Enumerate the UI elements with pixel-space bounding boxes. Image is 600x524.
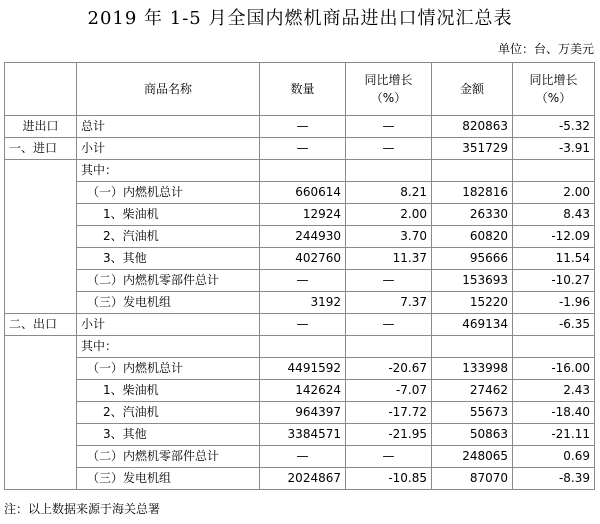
row-amt-yoy: -18.40 [513,402,595,424]
header-qty-yoy: 同比增长 （%） [346,63,432,116]
row-category-span [5,160,77,314]
row-amount: 87070 [432,468,513,490]
row-quantity: 964397 [260,402,346,424]
row-category-span [5,336,77,490]
row-category: 一、进口 [5,138,77,160]
row-name: 小计 [77,314,260,336]
row-amt-yoy: 11.54 [513,248,595,270]
row-qty-yoy: 2.00 [346,204,432,226]
row-amount: 469134 [432,314,513,336]
table-row [5,380,595,402]
row-amt-yoy: -6.35 [513,314,595,336]
header-category [5,63,77,116]
row-quantity: 2024867 [260,468,346,490]
row-name: 小计 [77,138,260,160]
row-quantity: — [260,270,346,292]
row-amt-yoy: 2.43 [513,380,595,402]
row-qty-yoy: 3.70 [346,226,432,248]
row-qty-yoy: 8.21 [346,182,432,204]
table-row [5,226,595,248]
row-amount: 55673 [432,402,513,424]
row-name: （一）内燃机总计 [77,358,260,380]
row-name: 其中： [77,336,260,358]
row-amt-yoy: -21.11 [513,424,595,446]
row-qty-yoy: — [346,446,432,468]
row-amt-yoy: -8.39 [513,468,595,490]
row-qty-yoy: — [346,314,432,336]
table-row [5,248,595,270]
row-category: 进出口 [5,116,77,138]
row-name: 2、汽油机 [77,226,260,248]
row-qty-yoy: -20.67 [346,358,432,380]
row-quantity: 3192 [260,292,346,314]
row-quantity: 142624 [260,380,346,402]
row-amount: 182816 [432,182,513,204]
row-quantity: 12924 [260,204,346,226]
row-quantity: 244930 [260,226,346,248]
row-name: （二）内燃机零部件总计 [77,446,260,468]
row-quantity: 402760 [260,248,346,270]
row-name: 2、汽油机 [77,402,260,424]
row-amt-yoy: -3.91 [513,138,595,160]
row-name: （一）内燃机总计 [77,182,260,204]
row-name: 3、其他 [77,248,260,270]
row-amount: 351729 [432,138,513,160]
table-row [5,468,595,490]
row-name: （三）发电机组 [77,468,260,490]
row-qty-yoy: -10.85 [346,468,432,490]
row-quantity: — [260,446,346,468]
trade-summary-table [4,62,595,490]
row-qty-yoy: -17.72 [346,402,432,424]
row-qty-yoy: — [346,138,432,160]
row-amount: 95666 [432,248,513,270]
row-amt-yoy: -5.32 [513,116,595,138]
row-amount: 50863 [432,424,513,446]
row-quantity: 660614 [260,182,346,204]
row-quantity: — [260,116,346,138]
table-row-total [5,116,595,138]
row-amt-yoy: -12.09 [513,226,595,248]
row-name: （二）内燃机零部件总计 [77,270,260,292]
row-qty-yoy: 7.37 [346,292,432,314]
table-row-export-among [5,336,595,358]
table-row [5,182,595,204]
row-amt-yoy: -16.00 [513,358,595,380]
row-name: 3、其他 [77,424,260,446]
row-qty-yoy: — [346,116,432,138]
row-amount: 26330 [432,204,513,226]
header-quantity: 数量 [260,63,346,116]
header-amt-yoy: 同比增长 （%） [513,63,595,116]
row-quantity: 4491592 [260,358,346,380]
row-name: 其中： [77,160,260,182]
header-name: 商品名称 [77,63,260,116]
row-amount: 15220 [432,292,513,314]
row-qty-yoy: -21.95 [346,424,432,446]
row-amount: 133998 [432,358,513,380]
table-title: 2019 年 1-5 月全国内燃机商品进出口情况汇总表 [87,8,513,29]
row-amt-yoy: 8.43 [513,204,595,226]
table-row-export-subtotal [5,314,595,336]
row-name: 总计 [77,116,260,138]
row-name: 1、柴油机 [77,380,260,402]
row-amt-yoy: 0.69 [513,446,595,468]
row-amount: 27462 [432,380,513,402]
row-qty-yoy: -7.07 [346,380,432,402]
row-amt-yoy: 2.00 [513,182,595,204]
row-amount: 153693 [432,270,513,292]
table-header-row [5,63,595,116]
source-note: 注：以上数据来源于海关总署 [4,502,161,516]
table-row [5,402,595,424]
table-row-import-subtotal [5,138,595,160]
row-amount: 820863 [432,116,513,138]
row-quantity: 3384571 [260,424,346,446]
table-row [5,446,595,468]
unit-label: 单位：台、万美元 [497,42,594,56]
table-row [5,424,595,446]
header-amount: 金额 [432,63,513,116]
row-category: 二、出口 [5,314,77,336]
row-amount: 60820 [432,226,513,248]
row-amount: 248065 [432,446,513,468]
table-row-import-among [5,160,595,182]
row-amt-yoy: -1.96 [513,292,595,314]
row-quantity: — [260,314,346,336]
row-qty-yoy: — [346,270,432,292]
row-name: 1、柴油机 [77,204,260,226]
row-quantity: — [260,138,346,160]
table-row [5,204,595,226]
table-row [5,270,595,292]
table-row [5,358,595,380]
row-amt-yoy: -10.27 [513,270,595,292]
row-qty-yoy: 11.37 [346,248,432,270]
table-row [5,292,595,314]
row-name: （三）发电机组 [77,292,260,314]
